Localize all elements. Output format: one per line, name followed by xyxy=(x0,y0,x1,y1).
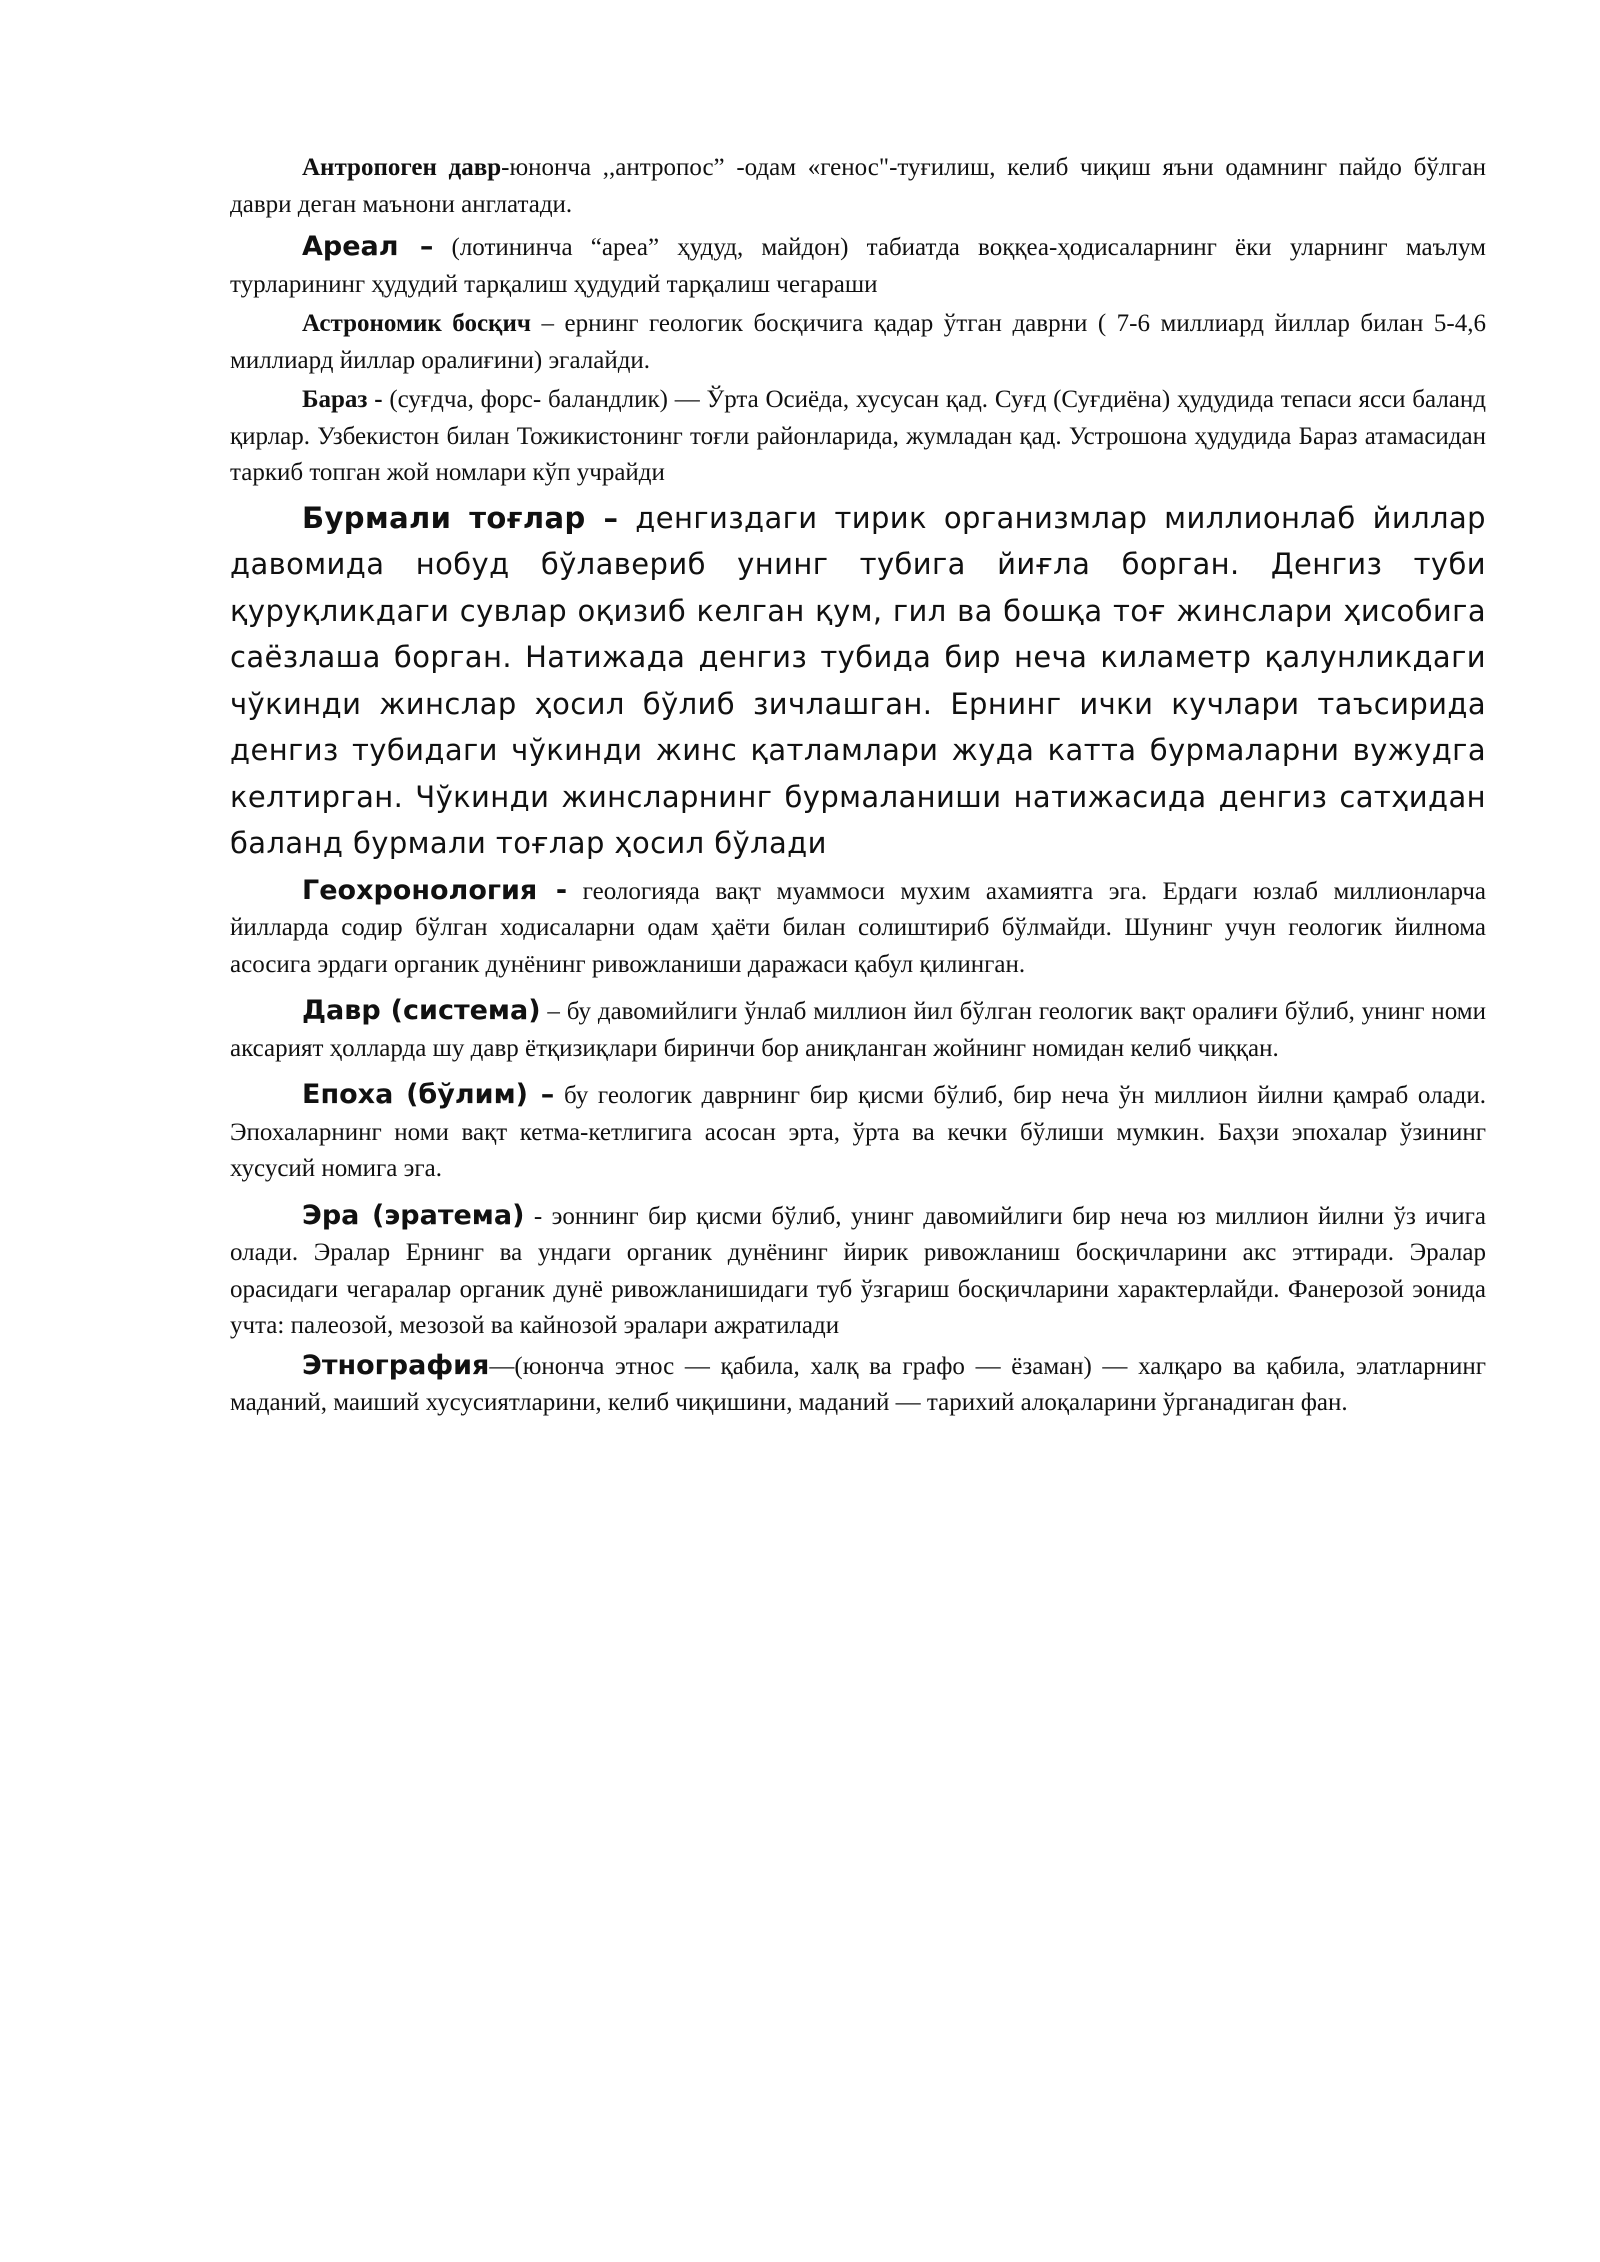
entry-geochronology xyxy=(230,873,1486,984)
entry-ethnography xyxy=(230,1348,1486,1422)
entry-text: -юнонча ,,антропос” -одам «генос"-туғилиш, келиб чиқиш яъни одамнинг пайдо бўлган даври деган маънони англатади. xyxy=(230,154,1486,218)
entry-folded-mountains xyxy=(230,495,1486,867)
entry-epoch xyxy=(230,1077,1486,1188)
entry-period-system xyxy=(230,993,1486,1067)
entry-text: - эоннинг бир қисми бўлиб, унинг давомийлиги бир неча юз миллион йилни ўз ичига олади. Эралар Ернинг ва ундаги органик дунёнинг йирик ривожланиш босқичларини акс эттиради. Эралар орасидаги чегаралар органик дунё ривожланишидаги туб ўзгариш босқичларини характерлайди. Фанерозой эонида учта: палеозой, мезозой ва кайнозой эралари ажратилади xyxy=(230,1202,1486,1339)
entry-term: Ареал – xyxy=(302,231,434,262)
entry-text: геологияда вақт муаммоси мухим ахамиятга эга. Ердаги юзлаб миллионларча йилларда содир бўлган ходисаларни одам ҳаёти билан солиштириб бўлмайди. Шунинг учун геологик йилнома асосига эрдаги органик дунёнинг ривожланиши даражаси қабул қилинган. xyxy=(230,877,1486,978)
entry-astronomic-stage xyxy=(230,306,1486,379)
entry-text: денгиздаги тирик организмлар миллионлаб йиллар давомида нобуд бўлавериб унинг тубига йиғла борган. Денгиз туби қуруқликдаги сувлар оқизиб келган қум, гил ва бошқа тоғ жинслари ҳисобига саёзлаша борган. Натижада денгиз тубида бир неча киламетр қалунликдаги чўкинди жинслар ҳосил бўлиб зичлашган. Ернинг ички кучлари таъсирида денгиз тубидаги чўкинди жинс қатламлари жуда катта бурмаларни вужудга келтирган. Чўкинди жинсларнинг бурмаланиши натижасида денгиз сатҳидан баланд бурмали тоғлар ҳосил бўлади xyxy=(230,500,1486,860)
document-page xyxy=(230,150,1486,1422)
entry-text: – бу давомийлиги ўнлаб миллион йил бўлган геологик вақт оралиғи бўлиб, унинг номи аксарият ҳолларда шу давр ётқизиқлари биринчи бор аниқланган жойнинг номидан келиб чиққан. xyxy=(230,998,1486,1062)
entry-term: Бараз - xyxy=(302,386,390,413)
entry-anthropogen xyxy=(230,150,1486,223)
entry-text: (лотининча “ареа” ҳудуд, майдон) табиатда воққеа-ҳодисаларнинг ёки уларнинг маълум турларининг ҳудудий тарқалиш ҳудудий тарқалиш чегараши xyxy=(230,234,1486,298)
entry-areal xyxy=(230,229,1486,303)
entry-text: – ернинг геологик босқичига қадар ўтган даврни ( 7-6 миллиард йиллар билан 5-4,6 миллиард йиллар оралиғини) эгалайди. xyxy=(230,310,1486,374)
entry-term: Геохронология - xyxy=(302,874,568,906)
entry-text: (суғдча, форс- баландлик) — Ўрта Осиёда, хусусан қад. Суғд (Суғдиёна) ҳудудида тепаси ясси баланд қирлар. Узбекистон билан Тожикистонинг тоғли районларида, жумладан қад. Устрошона ҳудудида Бараз атамасидан таркиб топган жой номлари кўп учрайди xyxy=(230,386,1486,486)
entry-era xyxy=(230,1198,1486,1345)
entry-text: —(юнонча этнос — қабила, халқ ва графо — ёзаман) — халқаро ва қабила, элатларнинг маданий, маиший хусусиятларини, келиб чиқишини, маданий — тарихий алоқаларини ўрганадиган фан. xyxy=(230,1352,1486,1416)
entry-term: Астрономик босқич xyxy=(302,310,531,337)
entry-term: Этнография xyxy=(302,1349,490,1381)
entry-term: Антропоген давр xyxy=(302,154,502,181)
entry-term: Епоха (бўлим) – xyxy=(302,1079,555,1110)
entry-term: Эра (эратема) xyxy=(302,1199,525,1231)
entry-baraz xyxy=(230,382,1486,492)
entry-term: Давр (система) xyxy=(302,995,541,1026)
entry-term: Бурмали тоғлар – xyxy=(302,500,619,535)
entry-text: бу геологик даврнинг бир қисми бўлиб, бир неча ўн миллион йилни қамраб олади. Эпохаларнинг номи вақт кетма-кетлигига асосан эрта, ўрта ва кечки бўлиши мумкин. Баҳзи эпохалар ўзининг хусусий номига эга. xyxy=(230,1082,1486,1182)
